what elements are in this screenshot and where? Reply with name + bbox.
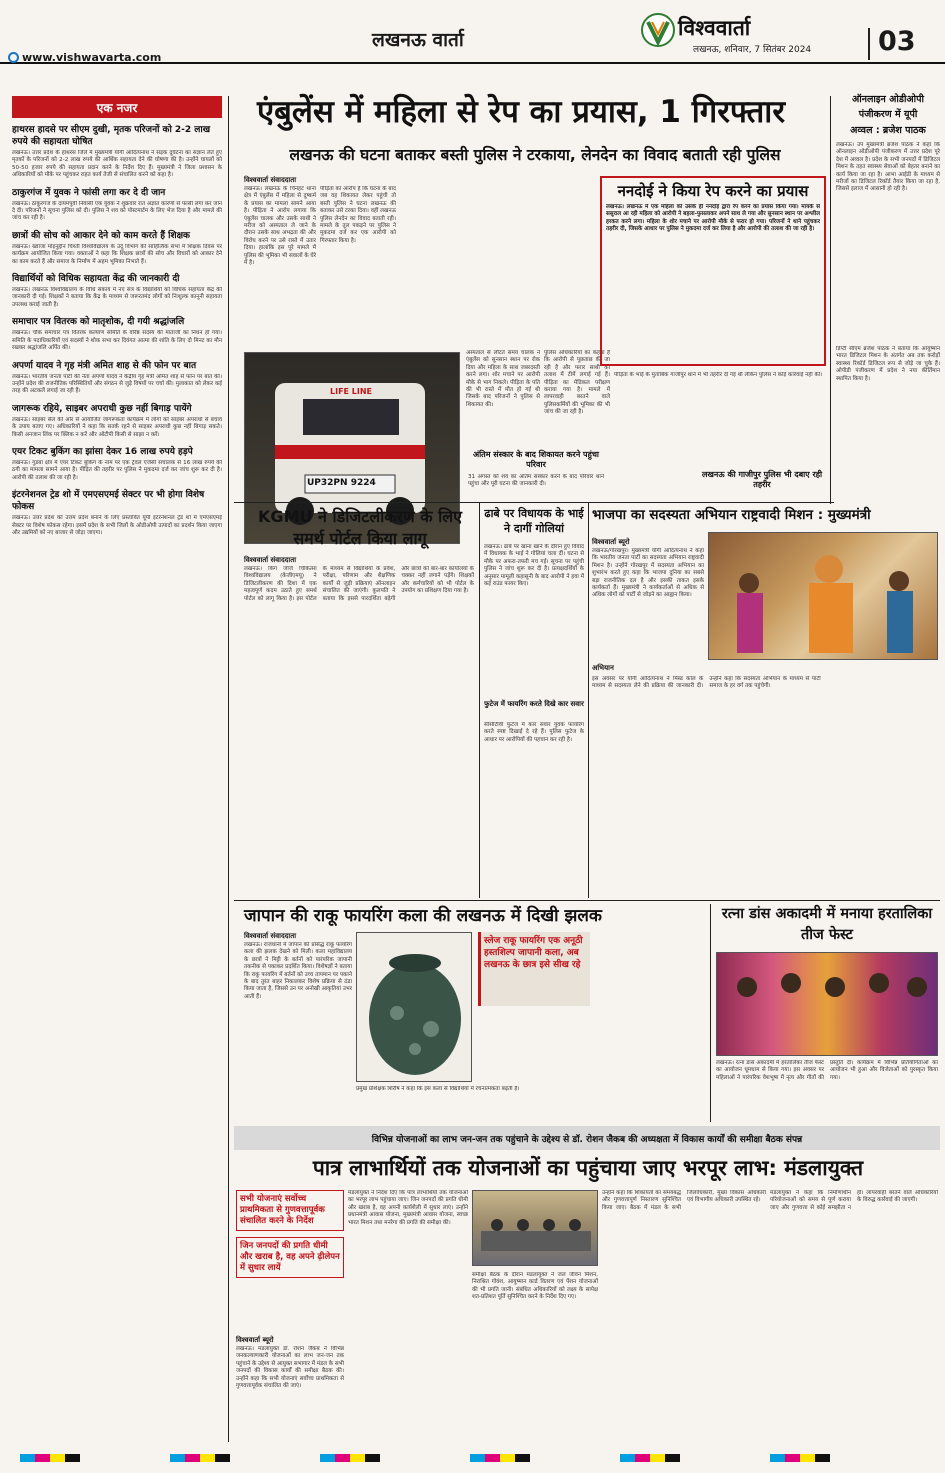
nazar-text: लखनऊ। उत्तर प्रदेश को उत्तम प्रदेश बनाने के लिए प्रस्तावित यूपी इंटरनेशनल ट्रेड शो में एमएसएमई सेक्टर पर विशेष फोकस रहेगा। इसमें प्रदेश के सभी जिलों के ओडीओपी उत्पादों का प्रदर्शन किया जाएगा और उद्यमियों को नए बाजार से जोड़ा जाएगा। xyxy=(12,515,222,536)
bjp-photo-badge: अभियान xyxy=(592,664,614,672)
inset-text: लखनऊ। लखनऊ में एक महिला को उसके ही ननदोई द्वारा रेप करने का प्रयास किया गया। मायके से ससुराल आ रही महिला को आरोपी ने बहला-फुसलाकर अपने साथ ले गया और सुनसान स्थान पर अश्लील हरकत करने लगा। महिला के शोर मचाने पर आरोपी मौके से फरार हो गया। परिजनों ने थाने पहुंचकर तहरीर दी, जिसके आधार पर पुलिस ने मुकदमा दर्ज कर लिया है और आरोपी की तलाश की जा रही है। xyxy=(606,204,820,233)
lead-headline: एंबुलेंस में महिला से रेप का प्रयास, 1 गिरफ्तार xyxy=(256,94,786,130)
bjp-photo xyxy=(708,532,938,660)
bjp-text: लखनऊ/गोरखपुर। मुख्यमंत्री योगी आदित्यनाथ ने कहा कि भारतीय जनता पार्टी का सदस्यता अभियान राष्ट्रवादी मिशन है। उन्होंने गोरखपुर में सदस्यता अभियान का शुभारंभ करते हुए कहा कि भाजपा दुनिया का सबसे बड़ा राजनीतिक दल है और इसकी ताकत इसके कार्यकर्ता हैं। मुख्यमंत्री ने कार्यकर्ताओं से अधिक से अधिक लोगों को पार्टी से जोड़ने का आह्वान किया। xyxy=(592,548,704,599)
inset-closing-head: अंतिम संस्कार के बाद शिकायत करने पहुंचा परिवार xyxy=(472,450,599,469)
odop-title-1: ऑनलाइन ओडीओपी xyxy=(852,94,924,105)
dhaba-sub-head: फुटेज में फायरिंग करते दिखे कार सवार xyxy=(484,700,584,708)
nazar-item xyxy=(12,187,222,223)
banner-col-3: समीक्षा बैठक के दौरान मंडलायुक्त ने जल जीवन मिशन, निराश्रित गोवंश, आयुष्मान कार्ड वितरण एवं पेंशन योजनाओं की भी प्रगति जानी। संबंधित अधिकारियों को लक्ष्य के सापेक्ष शत-प्रतिशत पूर्ति सुनिश्चित करने के निर्देश दिए गए। xyxy=(472,1272,598,1301)
masthead xyxy=(0,0,945,64)
lead-subhead: लखनऊ की घटना बताकर बस्ती पुलिस ने टरकाया, लेनदेन का विवाद बताती रही पुलिस xyxy=(289,146,781,164)
nazar-text: लखनऊ। गुडंबा क्षेत्र में एयर टिकट बुकिंग के नाम पर एक ट्रेवल एजेंसी संचालक से 16 लाख रुपये की ठगी का मामला सामने आया है। पीड़ित की तहरीर पर पुलिस ने मुकदमा दर्ज कर जांच शुरू कर दी है। आरोपी की तलाश की जा रही है। xyxy=(12,459,222,481)
nazar-headline: इंटरनेशनल ट्रेड शो में एमएसएमई सेक्टर पर भी होगा विशेष फोकस xyxy=(12,490,205,513)
inset-closing-text: 31 अगस्त को शव का अंतिम संस्कार करने के बाद परिवार थाने पहुंचा और पूरी घटना की जानकारी दी। xyxy=(468,474,604,488)
nazar-headline: विद्यार्थियों को विधिक सहायता केंद्र की जानकारी दी xyxy=(12,274,180,285)
japan-caption: प्रमुख प्रशिक्षक शिरीष ने कहा कि इस कला से विद्यार्थियों में रचनात्मकता बढ़ती है। xyxy=(356,1086,520,1092)
website-url[interactable]: www.vishwavarta.com xyxy=(22,51,162,64)
bjp-byline: विश्ववार्ता ब्यूरो xyxy=(592,538,630,546)
teej-photo xyxy=(716,952,938,1056)
lead-col-1: लखनऊ। लखनऊ के चिनहट थाना क्षेत्र में एंबुलेंस में महिला से दुष्कर्म के प्रयास का मामला सामने आया है। पीड़िता ने आरोप लगाया कि एंबुलेंस चालक और उसके साथी ने मरीज को अस्पताल ले जाने के दौरान उसके साथ अभद्रता की और विरोध करने पर उसे रास्ते में उतार दिया। हालांकि इस पूरे मामले में पुलिस की भूमिका भी सवालों के घेरे में है। xyxy=(244,186,316,267)
banner-col-4: उन्होंने कहा कि शिकायतों का समयबद्ध और गुणवत्तापूर्ण निस्तारण सुनिश्चित किया जाए। बैठक में मंडल के सभी जिलाधिकारी, मुख्य विकास अधिकारी एवं विभागीय अधिकारी उपस्थित रहे। xyxy=(602,1190,766,1211)
lead-byline: विश्ववार्ता संवाददाता xyxy=(244,176,297,184)
teej-headline: रत्ना डांस अकादमी में मनाया हरतालिका तीज फेस्ट xyxy=(721,906,933,943)
raku-pot-photo xyxy=(356,932,472,1082)
lead-col-4: पुलिस अधिकारियों का कहना है कि आरोपी से पूछताछ की जा रही है और फरार साथी की तलाश में टीमें लगाई गई हैं। पीड़िता का मेडिकल परीक्षण कराया गया है। मामले में लापरवाही बरतने वाले पुलिसकर्मियों की भूमिका की भी जांच की जा रही है। xyxy=(544,350,610,416)
reg-mark-4 xyxy=(470,1454,530,1462)
odop-title-3: अव्वल : ब्रजेश पाठक xyxy=(850,125,926,136)
banner-bullet-list xyxy=(236,1190,344,1330)
japan-byline: विश्ववार्ता संवाददाता xyxy=(244,932,297,940)
column-divider-right xyxy=(830,96,831,504)
reg-mark-2 xyxy=(170,1454,230,1462)
bjp-headline: भाजपा का सदस्यता अभियान राष्ट्रवादी मिशन : मुख्यमंत्री xyxy=(592,507,871,523)
banner-byline: विश्ववार्ता ब्यूरो xyxy=(236,1336,274,1344)
banner-col-2: मंडलायुक्त ने निर्देश दिए कि पात्र लाभार्थियों तक योजनाओं का भरपूर लाभ पहुंचाया जाए। जिन जनपदों की प्रगति धीमी और खराब है, वह अपनी कार्यशैली में सुधार लाएं। उन्होंने प्रधानमंत्री आवास योजना, मुख्यमंत्री आवास योजना, स्वच्छ भारत मिशन तथा मनरेगा की प्रगति की समीक्षा की। xyxy=(348,1190,468,1226)
review-banner xyxy=(234,1126,940,1150)
kgmu-byline: विश्ववार्ता संवाददाता xyxy=(244,556,297,564)
banner-col-1: लखनऊ। मंडलायुक्त डॉ. रोशन जैकब ने विभिन्न जनकल्याणकारी योजनाओं का लाभ जन-जन तक पहुंचाने के उद्देश्य से आयुक्त सभागार में मंडल के सभी जनपदों की विकास कार्यों की समीक्षा बैठक की। उन्होंने कहा कि सभी योजनाएं सर्वोच्च प्राथमिकता से गुणवत्तापूर्वक संचालित की जाएं। xyxy=(236,1346,344,1390)
odop-title-2: पंजीकरण में यूपी xyxy=(858,109,918,120)
kgmu-text: लखनऊ। किंग जॉर्ज चिकित्सा विश्वविद्यालय (केजीएमयू) ने डिजिटलीकरण की दिशा में एक महत्वपूर्ण कदम उठाते हुए समर्थ पोर्टल को लागू किया है। इस पोर्टल के माध्यम से विद्यार्थियों के प्रवेश, परीक्षा, परिणाम और शैक्षणिक कार्यों से जुड़ी प्रक्रियाएं ऑनलाइन संचालित की जाएंगी। कुलपति ने बताया कि इससे पारदर्शिता बढ़ेगी और छात्रों को बार-बार कार्यालयों के चक्कर नहीं लगाने पड़ेंगे। शिक्षकों और कर्मचारियों को भी पोर्टल के उपयोग का प्रशिक्षण दिया गया है। xyxy=(244,566,474,602)
bullet-box-1 xyxy=(236,1190,344,1231)
nazar-item xyxy=(12,273,222,309)
nazar-item xyxy=(12,403,222,439)
registration-strip xyxy=(0,1454,945,1466)
japan-text: लखनऊ। राजधानी में जापान की प्रसिद्ध राकू फायरिंग कला की झलक देखने को मिली। कला महाविद्यालय के छात्रों ने मिट्टी के बर्तनों को पारंपरिक जापानी तकनीक से पकाकर प्रदर्शित किया। विशेषज्ञों ने बताया कि राकू फायरिंग में बर्तनों को उच्च तापमान पर पकाने के बाद तुरंत बाहर निकालकर विशेष प्रक्रिया से ठंडा किया जाता है, जिससे उन पर अनोखी आकृतियां उभर आती हैं। xyxy=(244,942,352,1000)
nazar-text: लखनऊ। भारतीय जनता पार्टी की नेता अपर्णा यादव ने केंद्रीय गृह मंत्री अमित शाह से फोन पर बात की। उन्होंने प्रदेश की राजनीतिक परिस्थितियों और संगठन से जुड़े विषयों पर चर्चा की। मुलाकात को लेकर कई तरह की अटकलें लगाई जा रही हैं। xyxy=(12,373,222,395)
nazar-item xyxy=(12,230,222,266)
nazar-item xyxy=(12,316,222,352)
nazar-item xyxy=(12,489,222,537)
row-divider-1 xyxy=(234,502,834,503)
teej-text: लखनऊ। रत्ना डांस अकादमी में हरतालिका तीज फेस्ट का आयोजन धूमधाम से किया गया। इस अवसर पर महिलाओं ने पारंपरिक वेशभूषा में नृत्य और गीतों की प्रस्तुति दी। कार्यक्रम में विभिन्न प्रतियोगिताओं का आयोजन भी हुआ और विजेताओं को पुरस्कृत किया गया। xyxy=(716,1060,938,1081)
paper-logo xyxy=(640,12,676,48)
nazar-headline: जागरूक रहिये, साइबर अपराधी कुछ नहीं बिगाड़ पायेंगे xyxy=(12,403,192,414)
dhaba-bjp-divider xyxy=(588,502,589,898)
nazar-text: लखनऊ। लखनऊ विश्वविद्यालय के विधि संकाय में नए सत्र के विद्यार्थियों को विधिक सहायता केंद्र की जानकारी दी गई। शिक्षकों ने बताया कि केंद्र के माध्यम से जरूरतमंद लोगों को निःशुल्क कानूनी सहायता उपलब्ध कराई जाती है। xyxy=(12,287,222,308)
row-divider-2 xyxy=(234,900,940,901)
nazar-headline: एयर टिकट बुकिंग का झांसा देकर 16 लाख रुपये हड़पे xyxy=(12,446,193,457)
odop-text-2: डिप्टी सीएम ब्रजेश पाठक ने बताया कि आयुष्मान भारत डिजिटल मिशन के अंतर्गत अब तक करोड़ों स्वास्थ्य रिकॉर्ड डिजिटल रूप से जोड़े जा चुके हैं। ओपीडी पंजीकरण में प्रदेश ने नया कीर्तिमान स्थापित किया है। xyxy=(836,346,940,382)
nazar-text: लखनऊ। चौक समाचार पत्र वितरक कल्याण समिति के वरिष्ठ सदस्य की माताजी का निधन हो गया। समिति के पदाधिकारियों एवं सदस्यों ने शोक सभा कर दिवंगत आत्मा की शांति के लिए दो मिनट का मौन रखकर श्रद्धांजलि अर्पित की। xyxy=(12,330,222,352)
nazar-item xyxy=(12,360,222,396)
inset-side-head: लखनऊ की गाजीपुर पुलिस भी दबाए रही तहरीर xyxy=(701,470,823,489)
japan-headline: जापान की राकू फायरिंग कला की लखनऊ में दिखी झलक xyxy=(244,906,602,926)
nazar-item xyxy=(12,446,222,482)
kgmu-dhaba-divider xyxy=(479,502,480,898)
nazar-text: लखनऊ। ठाकुरगंज के दायमपुर्वी निवासी एक युवक ने शुक्रवार रात अज्ञात कारणों से फांसी लगा कर जान दे दी। परिजनों ने सूचना पुलिस को दी। पुलिस ने शव को पोस्टमार्टम के लिए भेज दिया है और मामले की जांच कर रही है। xyxy=(12,200,222,222)
nazar-text: लखनऊ। उत्तर प्रदेश के हाथरस जिले में मुख्यमंत्री योगी आदित्यनाथ ने सड़क दुर्घटना का संज्ञान लेते हुए मृतकों के परिजनों को 2-2 लाख रुपये की आर्थिक सहायता देने की घोषणा की है। उन्होंने घायलों को 50-50 हजार रुपये की सहायता प्रदान करने के निर्देश दिए हैं। मुख्यमंत्री ने जिला प्रशासन के अधिकारियों को मौके पर पहुंचकर राहत कार्य तेजी से संचालित करने को कहा है। xyxy=(12,150,222,179)
lead-col-3: अस्पताल से लौटते समय चालक ने एंबुलेंस को सुनसान स्थान पर रोक दिया और महिला के साथ जबरदस्ती करने लगा। शोर मचाने पर आरोपी मौके से भाग निकले। पीड़िता के पति की भी रास्ते में मौत हो गई थी जिसके बाद परिजनों ने पुलिस से शिकायत की। xyxy=(466,350,540,408)
nazar-text: लखनऊ। साइबर सेल की ओर से आयोजित जागरूकता कार्यक्रम में लोगों को साइबर अपराधों से बचाव के उपाय बताए गए। अधिकारियों ने कहा कि सतर्क रहने से साइबर अपराधी कुछ नहीं बिगाड़ सकते। किसी अनजान लिंक पर क्लिक न करें और ओटीपी किसी से साझा न करें। xyxy=(12,416,222,438)
reg-mark-6 xyxy=(770,1454,830,1462)
inset-headline: ननदोई ने किया रेप करने का प्रयास xyxy=(617,182,809,200)
reg-mark-3 xyxy=(320,1454,380,1462)
section-title: लखनऊ वार्ता xyxy=(372,29,464,51)
banner-col-5: मंडलायुक्त ने कहा कि निर्माणाधीन परियोजनाओं को समय से पूर्ण कराया जाए और गुणवत्ता से कोई समझौता न हो। लापरवाही बरतने वाले अधिकारियों के विरुद्ध कार्रवाई की जाएगी। xyxy=(770,1190,938,1211)
lead-col-2: पीड़िता का आरोप है कि घटना के बाद जब वह शिकायत लेकर पहुंची तो बस्ती पुलिस ने घटना लखनऊ की बताकर उसे टरका दिया। वहीं लखनऊ पुलिस लेनदेन का विवाद बताती रही। मामले के तूल पकड़ने पर पुलिस ने मुकदमा दर्ज कर एक आरोपी को गिरफ्तार किया है। xyxy=(320,186,396,244)
nazar-text: लखनऊ। ख्वाजा मोइनुद्दीन चिश्ती विश्वविद्यालय के उर्दू विभाग की साहित्यिक सभा में शिक्षक दिवस पर कार्यक्रम आयोजित किया गया। वक्ताओं ने कहा कि शिक्षक छात्रों की सोच और विचारों को आकार देने का काम करते हैं और समाज के निर्माण में अहम भूमिका निभाते हैं। xyxy=(12,243,222,265)
bullet-1: सभी योजनाएं सर्वोच्च प्राथमिकता से गुणवत्तापूर्वक संचालित करने के निर्देश xyxy=(240,1194,325,1226)
inset-story-box xyxy=(600,176,826,366)
ek-nazar-list xyxy=(12,124,222,537)
nazar-item xyxy=(12,124,222,180)
raku-quote: स्लेज राकू फायरिंग एक अनूठी हस्तशिल्प जापानी कला, अब लखनऊ के छात्र इसे सीख रहे xyxy=(484,936,583,970)
dhaba-headline: ढाबे पर विधायक के भाई ने दागीं गोलियां xyxy=(484,507,584,535)
nazar-headline: छात्रों की सोच को आकार देने को काम करते हैं शिक्षक xyxy=(12,230,190,241)
nazar-headline: अपर्णा यादव ने गृह मंत्री अमित शाह से की फोन पर बात xyxy=(12,360,197,371)
bullet-2: जिन जनपदों की प्रगति धीमी और खराब है, वह अपने ढ़ीलेपन में सुधार लायें xyxy=(240,1241,340,1273)
ambulance-label: LIFE LINE xyxy=(330,387,373,396)
reg-mark-1 xyxy=(20,1454,80,1462)
nazar-headline: हाथरस हादसे पर सीएम दुखी, मृतक परिजनों को 2-2 लाख रुपये की सहायता घोषित xyxy=(12,125,211,147)
banner-kicker: विभिन्न योजनाओं का लाभ जन-जन तक पहुंचाने के उद्देश्य से डॉ. रोशन जैकब की अध्यक्षता में विकास कार्यों की समीक्षा बैठक संपन्न xyxy=(371,1134,803,1145)
column-divider-left xyxy=(228,96,229,1442)
inset-side-text: पीड़िता के भाई के मुताबिक गाजीपुर थाने में भी तहरीर दी गई थी लेकिन पुलिस ने कोई कार्रवाई नहीं की। xyxy=(614,372,823,378)
nazar-headline: समाचार पत्र वितरक को मातृशोक, दी गयी श्रद्धांजलि xyxy=(12,317,185,328)
bullet-box-2 xyxy=(236,1237,344,1278)
meeting-photo xyxy=(472,1190,598,1266)
ek-nazar-header xyxy=(12,96,222,118)
ek-nazar-title: एक नजर xyxy=(96,100,138,115)
dhaba-sub-text: सीसीटीवी फुटेज में कार सवार युवक फायरिंग करते स्पष्ट दिखाई दे रहे हैं। पुलिस फुटेज के आधार पर आरोपियों की पहचान कर रही है। xyxy=(484,722,584,743)
page-number: 03 xyxy=(878,26,916,57)
dateline: लखनऊ, शनिवार, 7 सितंबर 2024 xyxy=(693,45,812,55)
japan-teej-divider xyxy=(710,904,711,1122)
bjp-text-2: इस अवसर पर योगी आदित्यनाथ ने मिस्ड कॉल के माध्यम से सदस्यता लेने की प्रक्रिया की जानकारी दी। उन्होंने कहा कि सदस्यता अभियान के माध्यम से पार्टी समाज के हर वर्ग तक पहुंचेगी। xyxy=(592,676,821,690)
odop-text: लखनऊ। उप मुख्यमंत्री ब्रजेश पाठक ने कहा कि ऑनलाइन ओडीओपी पंजीकरण में उत्तर प्रदेश पूरे देश में अव्वल है। प्रदेश के सभी जनपदों में डिजिटल मिशन के तहत स्वास्थ्य सेवाओं को बेहतर बनाने का कार्य किया जा रहा है। आभा आईडी के माध्यम से मरीजों का डिजिटल रिकॉर्ड तैयार किया जा रहा है, जिससे इलाज में आसानी हो रही है। xyxy=(836,142,940,193)
page-number-divider xyxy=(868,28,870,60)
ie-icon xyxy=(8,52,19,63)
banner-headline: पात्र लाभार्थियों तक योजनाओं का पहुंचाया जाए भरपूर लाभ: मंडलायुक्त xyxy=(312,1156,864,1180)
number-plate: UP32PN 9224 xyxy=(307,478,376,488)
raku-quote-box xyxy=(478,932,590,1006)
paper-name: विश्ववार्ता xyxy=(678,16,751,40)
kgmu-headline: KGMU ने डिजिटलीकरण के लिए समर्थ पोर्टल किया लागू xyxy=(258,507,462,548)
ek-nazar-column xyxy=(12,96,222,1436)
reg-mark-5 xyxy=(620,1454,680,1462)
dhaba-text: लखनऊ। ढाबे पर खाना खाने के दौरान हुए विवाद में विधायक के भाई ने गोलियां चला दीं। घटना से मौके पर अफरा-तफरी मच गई। सूचना पर पहुंची पुलिस ने जांच शुरू कर दी है। प्रत्यक्षदर्शियों के अनुसार मामूली कहासुनी के बाद आरोपी ने हवा में कई राउंड फायर किए। xyxy=(484,544,584,588)
nazar-headline: ठाकुरगंज में युवक ने फांसी लगा कर दे दी जान xyxy=(12,187,166,198)
